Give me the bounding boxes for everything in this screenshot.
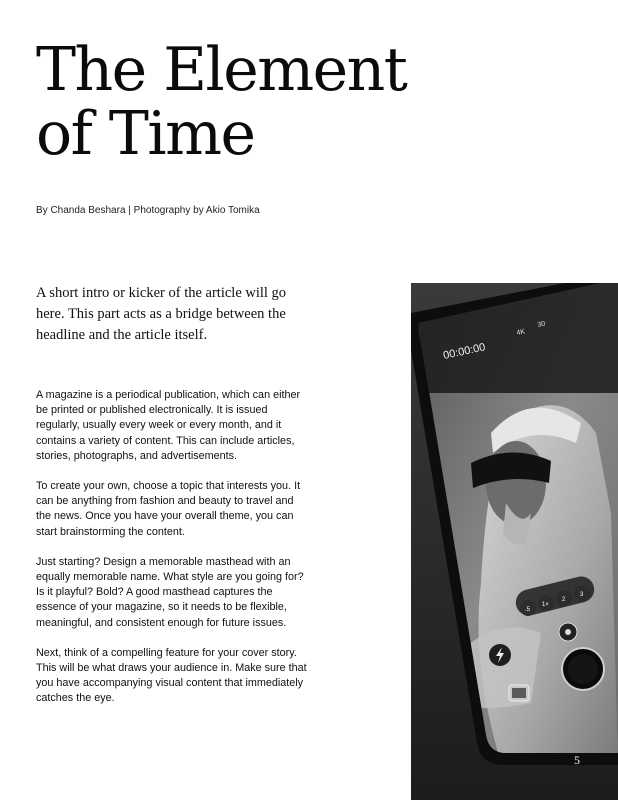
resolution-label: 4K	[515, 328, 526, 337]
byline: By Chanda Beshara | Photography by Akio Tomika	[36, 205, 260, 216]
headline-line-1: The Element	[36, 35, 407, 105]
zoom-option-3: 3	[580, 592, 584, 598]
article-headline	[36, 35, 407, 169]
article-body	[36, 388, 308, 722]
body-paragraph-4: Next, think of a compelling feature for your cover story. This will be what draws your audience in. Make sure that you have accompanying visual content that immediately catches the eye.	[36, 646, 307, 705]
body-paragraph-2: To create your own, choose a topic that interests you. It can be anything from fashion and beauty to travel and the news. Once you have your overall theme, you can start brainstorming the content.	[36, 480, 301, 538]
zoom-option-1x: 1×	[542, 602, 549, 608]
body-paragraph-3: Just starting? Design a memorable masthead with an equally memorable name. What style are you going for? Is it playful? Bold? A good masthead captures the essence of your magazine, so it needs to be flexible, meaningful, and consistent enough for future issues.	[36, 555, 304, 629]
recording-timer: 00:00:00	[442, 341, 487, 362]
body-paragraph-1: A magazine is a periodical publication, which can either be printed or published electronically. It is issued regularly, usually every week or every month, and it contains a variety of content. This can include articles, stories, photographs, and advertisements.	[36, 389, 301, 462]
fps-label: 30	[536, 320, 547, 329]
article-kicker: A short intro or kicker of the article will go here. This part acts as a bridge between the headline and the article itself.	[36, 285, 287, 343]
page-number: 5	[574, 753, 580, 767]
zoom-option-0-5: .5	[525, 607, 531, 613]
zoom-option-2: 2	[562, 597, 566, 603]
article-photo	[411, 283, 618, 800]
headline-line-2: of Time	[36, 99, 255, 169]
